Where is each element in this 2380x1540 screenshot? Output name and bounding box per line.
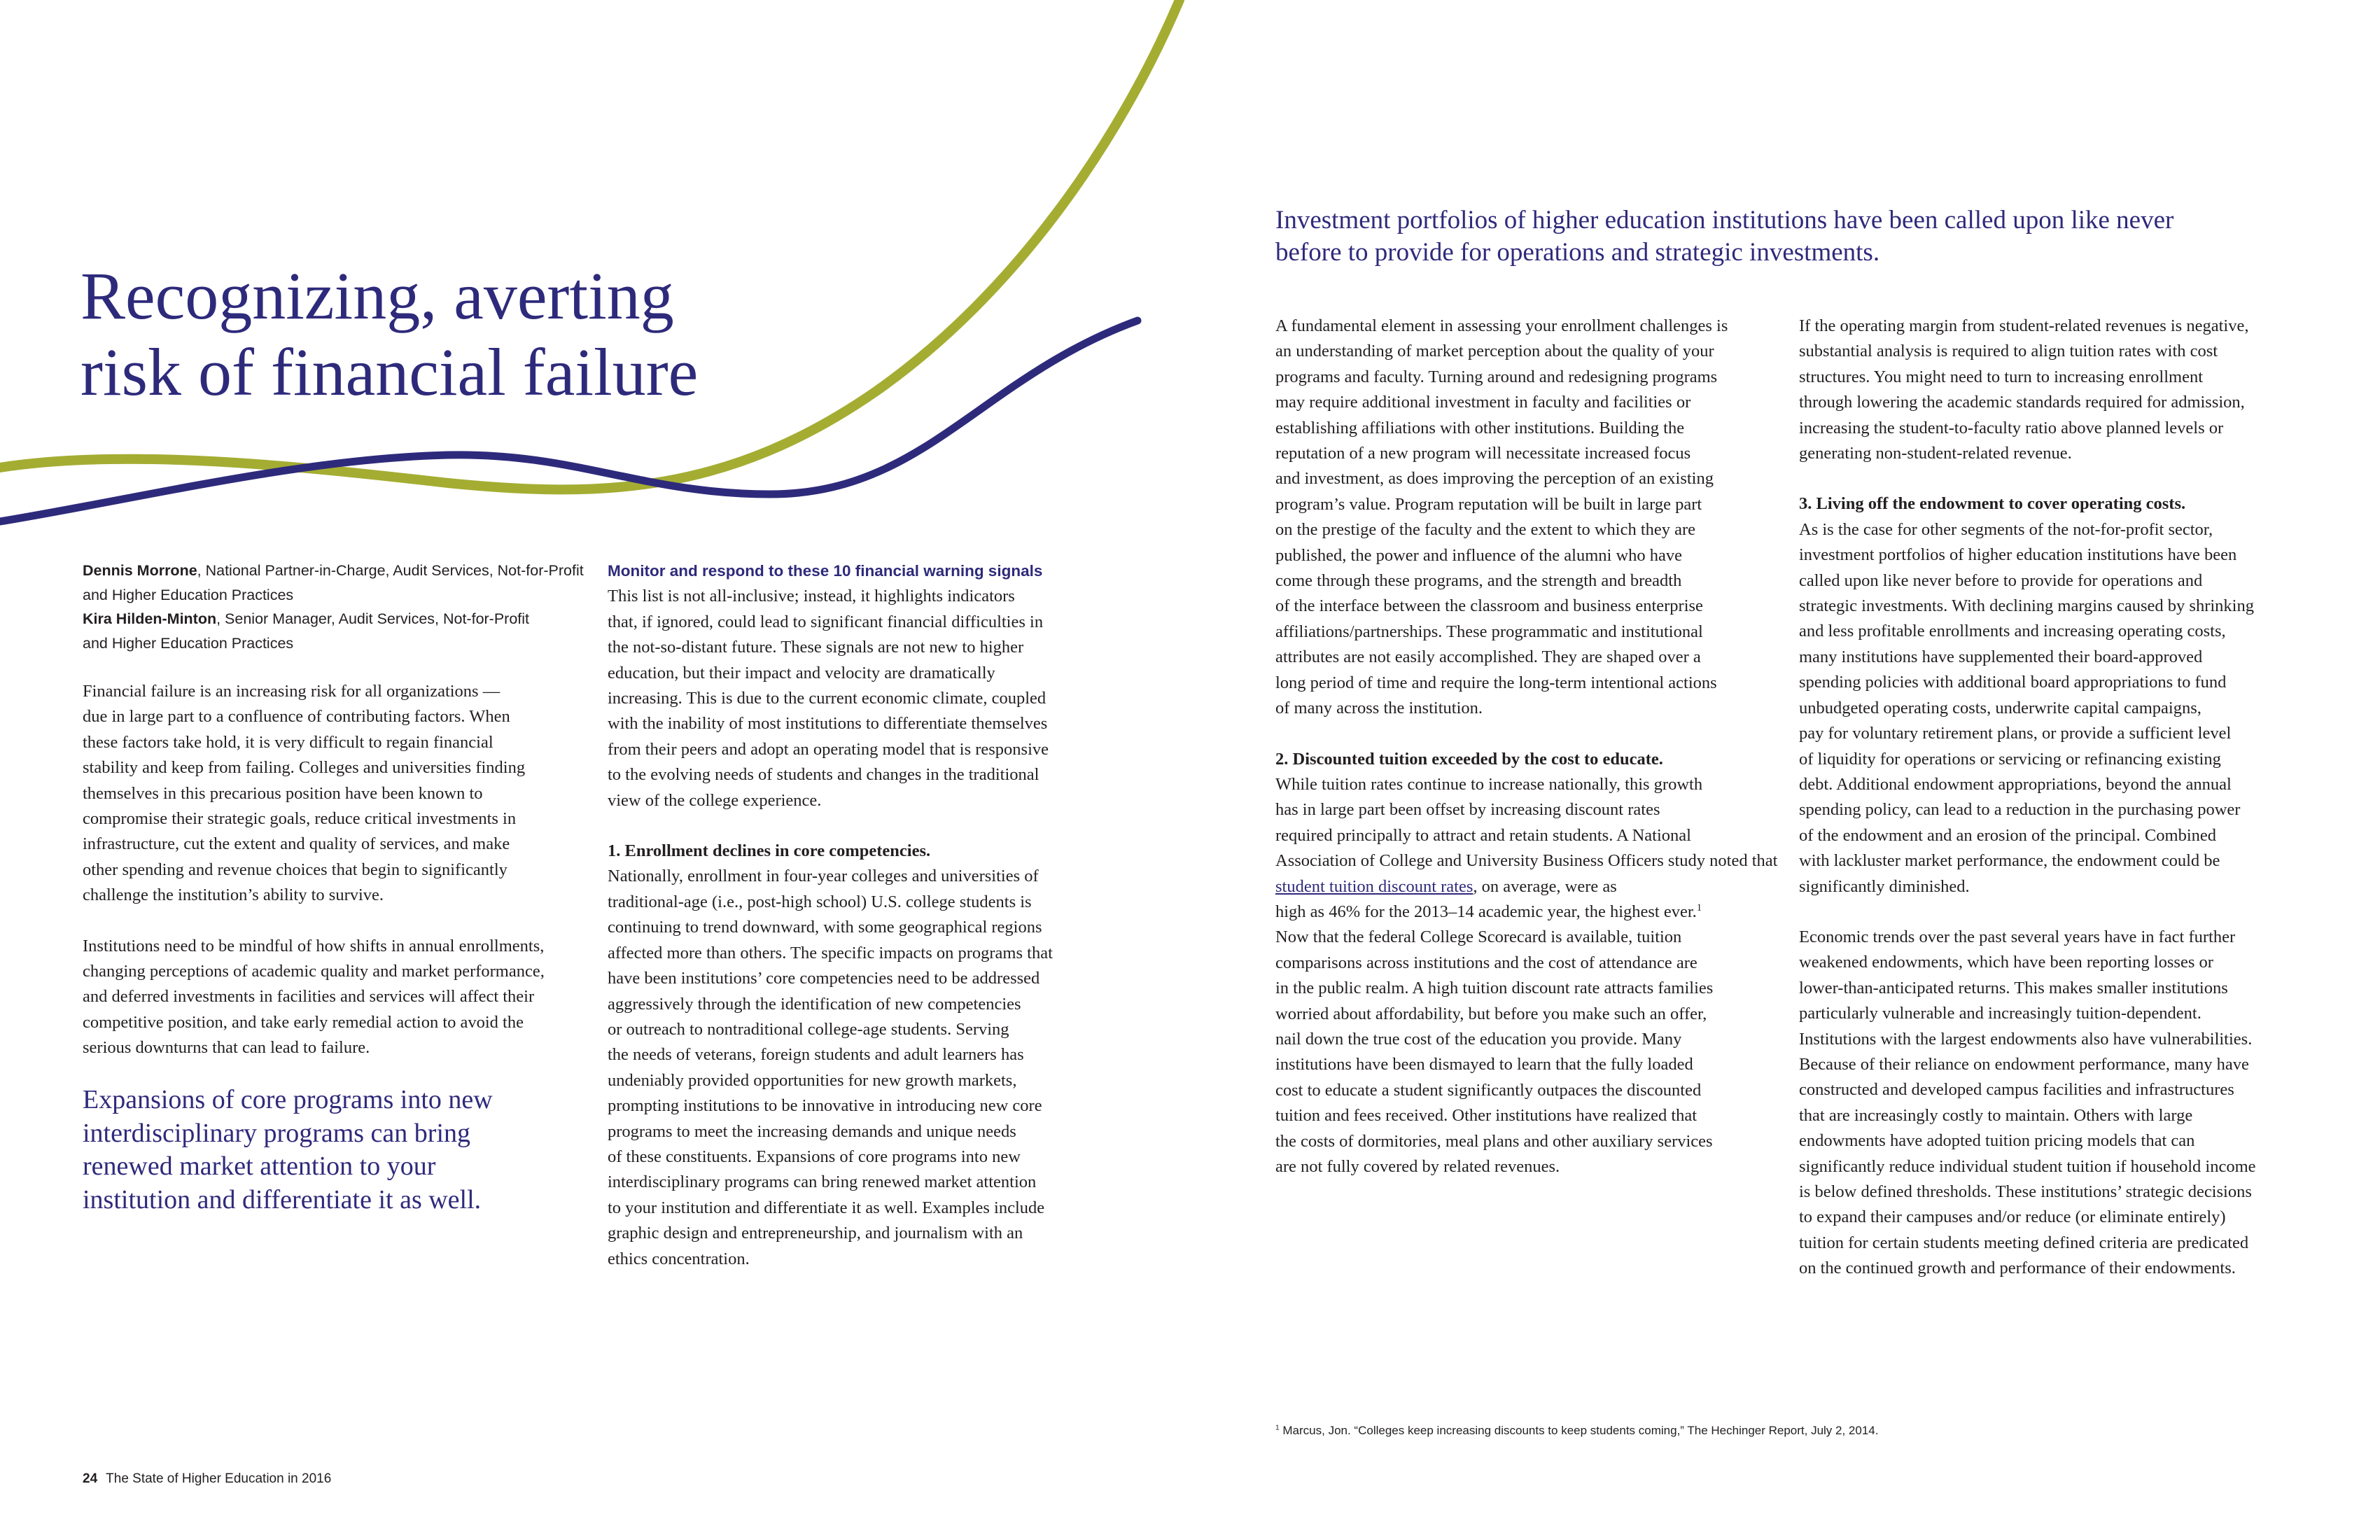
text-line: While tuition rates continue to increase nationally, this growth — [1275, 774, 1703, 794]
text-line: weakened endowments, which have been reporting losses or — [1799, 953, 2213, 972]
text-line: tuition and fees received. Other institutions have realized that — [1275, 1106, 1698, 1126]
text-line: unbudgeted operating costs, underwrite capital campaigns, — [1799, 698, 2202, 718]
text-line: that are increasingly costly to maintain. Others with large — [1799, 1105, 2193, 1125]
signal-body-3 — [1799, 517, 2303, 899]
signal-body-1 — [608, 864, 1112, 1272]
footnote-ref: 1 — [1696, 902, 1702, 913]
text-line: graphic design and entrepreneurship, and journalism with an — [608, 1224, 1023, 1243]
text-line: called upon like never before to provide for operations and — [1799, 570, 2203, 590]
text-line: and deferred investments in facilities and services will affect their — [83, 987, 535, 1007]
text-line: and investment, as does improving the perception of an existing — [1275, 469, 1714, 489]
text-line: compromise their strategic goals, reduce critical investments in — [83, 809, 517, 829]
text-line: the not-so-distant future. These signals are not new to higher — [608, 638, 1024, 657]
text-line: prompting institutions to be innovative in introducing new core — [608, 1096, 1042, 1116]
text-line: challenge the institution’s ability to survive. — [83, 886, 384, 905]
text-line: investment portfolios of higher education institutions have been — [1799, 545, 2237, 565]
text-line: have been institutions’ core competencies need to be addressed — [608, 969, 1040, 988]
text-line: of these constituents. Expansions of core programs into new — [608, 1147, 1021, 1166]
signal-heading-2: 2. Discounted tuition exceeded by the cost to educate. — [1275, 749, 1663, 769]
text-line: has in large part been offset by increasing discount rates — [1275, 800, 1660, 820]
text-line: significantly diminished. — [1799, 876, 1970, 896]
text-line: may require additional investment in faculty and facilities or — [1275, 393, 1691, 412]
text-line: come through these programs, and the strength and breadth — [1275, 571, 1682, 591]
intro-column — [83, 679, 601, 1061]
page-title — [80, 258, 710, 410]
section-kicker: Monitor and respond to these 10 financial warning signals — [608, 562, 1043, 580]
text-line: If the operating margin from student-related revenues is negative, — [1799, 316, 2249, 335]
text-line: programs and faculty. Turning around and redesigning programs — [1275, 367, 1718, 386]
text-line: themselves in this precarious position have been known to — [83, 783, 483, 803]
text-line: required principally to attract and retain students. A National — [1275, 825, 1691, 845]
text-line: serious downturns that can lead to failure. — [83, 1038, 370, 1058]
author-credit — [83, 607, 601, 655]
signal-body-2-part — [1275, 775, 1705, 870]
text-line: institution and differentiate it as well. — [83, 1184, 482, 1214]
text-line: undeniably provided opportunities for new growth markets, — [608, 1070, 1017, 1090]
text-line: are not fully covered by related revenues. — [1275, 1157, 1560, 1176]
text-line: increasing. This is due to the current economic climate, coupled — [608, 689, 1046, 708]
signal-heading-1: 1. Enrollment declines in core competencies. — [608, 841, 931, 861]
text-line: affected more than others. The specific impacts on programs that — [608, 943, 1053, 962]
text-line: affiliations/partnerships. These programmatic and institutional — [1275, 622, 1703, 641]
text-line: structures. You might need to turn to increasing enrollment — [1799, 367, 2204, 386]
text-line: stability and keep from failing. Colleges and universities finding — [83, 758, 526, 778]
text-line: substantial analysis is required to align tuition rates with cost — [1799, 342, 2218, 361]
text-line: to your institution and differentiate it as well. Examples include — [608, 1198, 1045, 1217]
body-paragraph — [1275, 314, 1783, 722]
text-line: establishing affiliations with other institutions. Building the — [1275, 418, 1685, 438]
text-line: constructed and developed campus facilities and infrastructures — [1799, 1080, 2234, 1100]
text-line: significantly reduce individual student tuition if household income — [1799, 1156, 2256, 1176]
footnote-text: Marcus, Jon. “Colleges keep increasing discounts to keep students coming,” The Hechinger Report, July 2, 2014. — [1279, 1424, 1879, 1437]
text-line: other spending and revenue choices that begin to significantly — [83, 860, 507, 879]
section-intro — [608, 584, 1112, 813]
intro-paragraph — [83, 679, 601, 909]
text-line: an understanding of market perception about the quality of your — [1275, 342, 1714, 361]
text-line: of the interface between the classroom and business enterprise — [1275, 596, 1703, 616]
text-line: view of the college experience. — [608, 790, 822, 810]
text-line: tuition for certain students meeting defined criteria are predicated — [1799, 1233, 2249, 1252]
body-paragraph — [1799, 925, 2303, 1282]
text-line: Now that the federal College Scorecard is available, tuition — [1275, 927, 1682, 947]
author-name: Kira Hilden-Minton — [83, 610, 217, 627]
text-line: A fundamental element in assessing your enrollment challenges is — [1275, 316, 1728, 335]
signal-heading-3: 3. Living off the endowment to cover operating costs. — [1799, 494, 2186, 514]
text-line: Because of their reliance on endowment performance, many have — [1799, 1054, 2249, 1074]
author-role: , Senior Manager, Audit Services, Not-for-Profit — [216, 610, 530, 627]
text-line: comparisons across institutions and the cost of attendance are — [1275, 953, 1698, 972]
text-line: pay for voluntary retirement plans, or provide a sufficient level — [1799, 724, 2232, 743]
intro-paragraph — [83, 934, 601, 1061]
footnote-mark: 1 — [1275, 1424, 1280, 1432]
text-line: published, the power and influence of the alumni who have — [1275, 545, 1683, 565]
text-line: renewed market attention to your — [83, 1152, 436, 1181]
text-line: nail down the true cost of the education you provide. Many — [1275, 1029, 1682, 1049]
right-pull-quote — [1275, 204, 2311, 269]
text-line: and less profitable enrollments and increasing operating costs, — [1799, 622, 2226, 641]
text-line: worried about affordability, but before you make such an offer, — [1275, 1004, 1707, 1023]
title-line-1: Recognizing, averting — [80, 258, 674, 333]
text-line: before to provide for operations and strategic investments. — [1275, 238, 1880, 267]
text-line: of liquidity for operations or servicing or refinancing existing — [1799, 749, 2221, 769]
text-line: This list is not all-inclusive; instead, it highlights indicators — [608, 587, 1015, 606]
text-line: Expansions of core programs into new — [83, 1085, 493, 1114]
text-line: program’s value. Program reputation will be built in large part — [1275, 494, 1702, 514]
text-line: increasing the student-to-faculty ratio above planned levels or — [1799, 418, 2224, 438]
text-line: reputation of a new program will necessitate increased focus — [1275, 444, 1691, 463]
text-line: in the public realm. A high tuition discount rate attracts families — [1275, 979, 1714, 998]
text-line: the needs of veterans, foreign students and adult learners has — [608, 1045, 1024, 1065]
text-line: cost to educate a student significantly outpaces the discounted — [1275, 1080, 1702, 1100]
text-line: long period of time and require the long-term intentional actions — [1275, 673, 1717, 692]
author-credits — [83, 559, 601, 655]
text-line: aggressively through the identification of new competencies — [608, 994, 1021, 1014]
text-line: Institutions with the largest endowments also have vulnerabilities. — [1799, 1029, 2253, 1049]
text-line: spending policy, can lead to a reduction in the purchasing power — [1799, 800, 2241, 820]
text-line: Association of College and University Business Officers study — [1275, 851, 1706, 871]
publication-title: The State of Higher Education in 2016 — [106, 1471, 332, 1486]
right-column-2 — [1799, 314, 2303, 1282]
text-line: with lackluster market performance, the endowment could be — [1799, 851, 2220, 871]
text-line: strategic investments. With declining margins caused by shrinking — [1799, 596, 2254, 616]
text-line: Investment portfolios of higher education institutions have been called upon like never — [1275, 206, 2174, 234]
text-line: spending policies with additional board appropriations to fund — [1799, 673, 2227, 692]
body-paragraph — [1799, 314, 2303, 466]
link-trail: , on average, were as — [1473, 876, 1617, 896]
text-line: infrastructure, cut the extent and quality of services, and make — [83, 834, 510, 854]
text-line: education, but their impact and velocity are dramatically — [608, 663, 995, 682]
text-line: Institutions need to be mindful of how shifts in annual enrollments, — [83, 936, 545, 955]
text-line: continuing to trend downward, with some geographical regions — [608, 918, 1042, 937]
text-line: endowments have adopted tuition pricing models that can — [1799, 1131, 2195, 1151]
text-line: due in large part to a confluence of contributing factors. When — [83, 707, 510, 727]
text-line: the costs of dormitories, meal plans and other auxiliary services — [1275, 1131, 1713, 1151]
text-line: on the continued growth and performance of their endowments. — [1799, 1259, 2236, 1278]
tuition-discount-link[interactable]: student tuition discount rates — [1275, 876, 1474, 896]
pull-quote — [83, 1084, 587, 1217]
text-line: attributes are not easily accomplished. They are shaped over a — [1275, 648, 1701, 667]
text-line: programs to meet the increasing demands and unique needs — [608, 1121, 1016, 1141]
text-line: traditional-age (i.e., post-high school) U.S. college students is — [608, 892, 1032, 911]
text-line: of many across the institution. — [1275, 699, 1483, 718]
author-role: , National Partner-in-Charge, Audit Services, Not-for-Profit — [197, 562, 584, 579]
text-line: that, if ignored, could lead to significant financial difficulties in — [608, 612, 1044, 631]
text-line: interdisciplinary programs can bring — [83, 1118, 471, 1148]
text-line: is below defined thresholds. These institutions’ strategic decisions — [1799, 1182, 2252, 1201]
title-line-2: risk of financial failure — [80, 335, 699, 410]
text-line: Economic trends over the past several years have in fact further — [1799, 927, 2236, 946]
text-line: through lowering the academic standards required for admission, — [1799, 393, 2245, 412]
text-line: from their peers and adopt an operating model that is responsive — [608, 739, 1049, 759]
signal-body-2-part — [1275, 927, 1713, 1176]
text-line: many institutions have supplemented their board-approved — [1799, 647, 2203, 666]
text-line: debt. Additional endowment appropriations, beyond the annual — [1799, 774, 2232, 794]
text-line: Nationally, enrollment in four-year colleges and universities of — [608, 867, 1039, 886]
text-line: these factors take hold, it is very difficult to regain financial — [83, 732, 493, 752]
footnote-sentence: high as 46% for the 2013–14 academic year, the highest ever. — [1275, 902, 1697, 921]
right-column-1 — [1275, 314, 1783, 1180]
text-line: Financial failure is an increasing risk for all organizations — — [83, 682, 500, 701]
link-lead: noted that — [1709, 851, 1778, 871]
text-line: changing perceptions of academic quality and market performance, — [83, 962, 545, 981]
page-folio — [83, 1471, 503, 1488]
text-line: competitive position, and take early remedial action to avoid the — [83, 1012, 524, 1032]
author-role-cont: and Higher Education Practices — [83, 634, 294, 652]
text-line: As is the case for other segments of the not-for-profit sector, — [1799, 519, 2213, 539]
page-number: 24 — [83, 1471, 98, 1486]
author-credit — [83, 559, 601, 607]
signal-body-2 — [1275, 772, 1783, 1180]
text-line: institutions have been dismayed to learn that the fully loaded — [1275, 1055, 1693, 1074]
text-line: generating non-student-related revenue. — [1799, 444, 2072, 463]
text-line: lower-than-anticipated returns. This makes smaller institutions — [1799, 978, 2228, 997]
text-line: of the endowment and an erosion of the principal. Combined — [1799, 825, 2217, 845]
text-line: to expand their campuses and/or reduce (or eliminate entirely) — [1799, 1208, 2226, 1227]
text-line: with the inability of most institutions to differentiate themselves — [608, 714, 1048, 734]
author-name: Dennis Morrone — [83, 562, 197, 579]
warning-signals-column — [608, 559, 1112, 1272]
footnote — [1275, 1422, 2255, 1439]
author-role-cont: and Higher Education Practices — [83, 586, 294, 603]
text-line: ethics concentration. — [608, 1249, 750, 1268]
text-line: to the evolving needs of students and changes in the traditional — [608, 765, 1040, 785]
text-line: interdisciplinary programs can bring renewed market attention — [608, 1172, 1037, 1192]
text-line: or outreach to nontraditional college-age students. Serving — [608, 1019, 1009, 1039]
text-line: on the prestige of the faculty and the extent to which they are — [1275, 520, 1696, 540]
text-line: particularly vulnerable and increasingly tuition-dependent. — [1799, 1004, 2202, 1023]
olive-wave — [0, 0, 1180, 489]
